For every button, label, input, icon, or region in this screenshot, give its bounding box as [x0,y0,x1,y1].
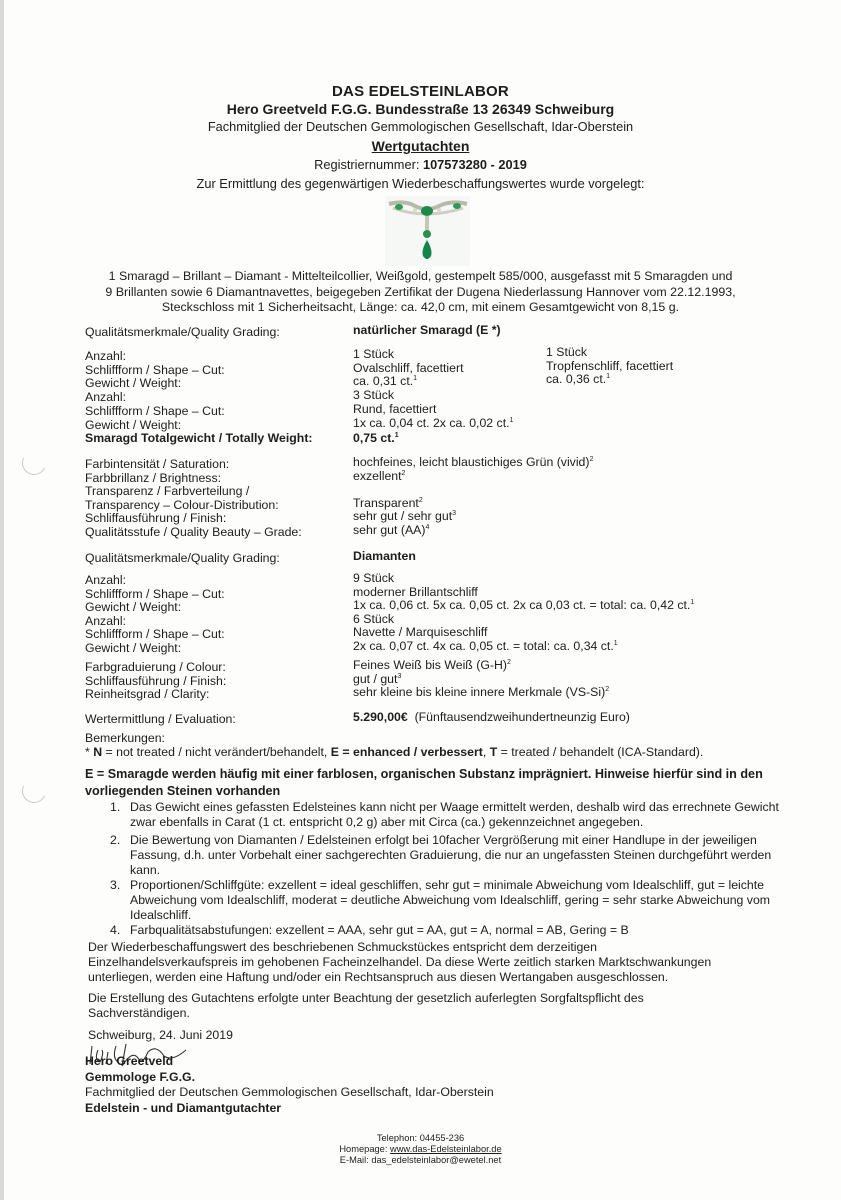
treatment-legend [85,745,703,759]
item-description [0,269,841,316]
emerald-detail-value: 1 Stück [353,347,395,361]
diamond-detail-value: 6 Stück [353,611,395,626]
diamond-quality-value: gut / gut$^3$ [353,671,402,686]
diamond-detail-label: Anzahl: [85,613,127,628]
footnote-ref: 2 [401,469,406,477]
diamond-quality-label: Farbgraduierung / Colour: [85,660,226,674]
footer-phone [0,1133,841,1144]
value-disclaimer: Der Wiederbeschaffungswert des beschriebenen Schmuckstückes entspricht dem derzeitigen Einzelhandelsverkaufspreis im gehobenen Facheinzelhandel. Da diese Werte zeitlich starken Marktschwankungen unterliegen, werden eine Haftung und/oder ein Rechtsanspruch aus diesen Wertangaben ausgeschlossen. [88,940,712,985]
footnote-ref: 3 [397,672,402,680]
diamond-detail-label: Schliffform / Shape – Cut: [85,627,225,642]
emerald-detail-label: Schliffform / Shape – Cut: [85,403,225,418]
evaluation-amount: 5.290,00€ [353,710,408,724]
email-label: E-Mail: [339,1155,372,1165]
emerald-quality-value: sehr gut (AA)$^4$ [353,523,430,537]
emerald-total-label: Smaragd Totalgewicht / Totally Weight: [85,431,313,445]
emerald-treatment-note: E = Smaragde werden häufig mit einer farblosen, organischen Substanz imprägniert. Hinweise hierfür sind in den vorliegenden Steinen vorhanden [85,767,763,798]
homepage-label: Homepage: [339,1144,390,1154]
footnote-ref: 1 [509,416,514,424]
legend-sep: , [482,745,490,759]
emerald-detail-label: Anzahl: [85,349,127,363]
emerald-quality-value: Transparent$^2$ [353,495,423,510]
diamond-quality-label: Reinheitsgrad / Clarity: [85,687,210,702]
diamond-quality-value: Feines Weiß bis Weiß $(G-H)^2$ [353,658,511,672]
phone-number: 04455-236 [419,1133,465,1143]
footnote-ref: 1 [394,432,399,439]
description-line: Steckschloss mit 1 Sicherheitsacht, Länge: ca. 42,0 cm, mit einem Gesamtgewicht von 8,15 g. [161,300,680,314]
footnote-2 [112,833,792,878]
emerald-quality-value: hochfeines, leicht blaustichiges Grün (vivid)$^2$ [353,455,594,469]
legend-n-text: = not treated / nicht verändert/behandelt, [102,745,331,759]
legend-t-text: = treated / behandelt (ICA-Standard). [497,745,704,759]
description-line: 1 Smaragd – Brillant – Diamant - Mittelteilcollier, Weißgold, gestempelt 585/000, ausgefasst mit 5 Smaragden und [108,269,733,283]
emerald-detail-value: ca. 0,31 ct.$^1$ [353,374,418,389]
footnote-ref: 1 [613,640,618,647]
signatory-name: Hero Greetveld [85,1054,174,1068]
signatory-title: Gemmologe F.G.G. [85,1070,196,1084]
diamond-grading-label: Qualitätsmerkmale/Quality Grading: [85,551,280,565]
remarks-title: Bemerkungen: [85,731,165,745]
emerald-quality-label: Farbbrillanz / Brightness: [85,470,222,485]
evaluation-amount-words: (Fünftausendzweihundertneunzig Euro) [414,710,630,724]
lab-name: DAS EDELSTEINLABOR [332,83,509,100]
legend-n: N [93,745,103,759]
diamond-quality-label: Schliffausführung / Finish: [85,673,227,688]
footnote-ref: 2 [506,659,511,666]
description-line: 9 Brillanten sowie 6 Diamantnavettes, beigegeben Zertifikat der Dugena Niederlassung Hannover vom 22.12.1993, [105,284,736,299]
diamond-quality-value: sehr kleine bis kleine innere Merkmale $(VS-Si)^2$ [353,685,610,700]
lab-membership: Fachmitglied der Deutschen Gemmologischen Gesellschaft, Idar-Oberstein [207,119,634,134]
footer-email [0,1155,841,1166]
emerald-quality-value: sehr gut / sehr gut$^3$ [353,509,457,524]
footnote-text: Das Gewicht eines gefassten Edelsteines kann nicht per Waage ermittelt werden, deshalb wird das errechnete Gewicht zwar ebenfalls in Carat (1 ct. entspricht 0,2 g) aber mit Circa (ca.) gekennzeichnet angegeben. [130,800,779,830]
evaluation-value [353,710,630,724]
lab-address: Hero Greetveld F.G.G. Bundesstraße 13 26349 Schweiburg [226,101,615,117]
diamond-detail-value: 9 Stück [353,571,395,585]
legend-t: T [489,745,498,759]
footnote-text: Farbqualitätsabstufungen: exzellent = AAA, sehr gut = AA, gut = A, normal = AB, Gering = B [130,923,629,937]
registration-line [0,157,841,172]
signatory-role: Edelstein - und Diamantgutachter [85,1101,282,1115]
emerald-detail-label: Anzahl: [85,390,127,405]
footnote-ref: 4 [425,524,430,531]
necklace-photo [385,196,470,266]
emerald-detail-label: Gewicht / Weight: [85,376,182,391]
emerald-detail-value: 1x ca. 0,04 ct. 2x ca. 0,02 ct.$^1$ [353,415,514,430]
footnote-ref: 1 [690,599,695,607]
emerald-detail-label: Gewicht / Weight: [85,417,182,432]
footnote-ref: 2 [589,456,594,463]
emerald-detail-value-second: Tropfenschliff, facettiert [546,358,674,373]
footnote-ref: 1 [606,373,611,381]
emerald-detail-value: Ovalschliff, facettiert [353,360,464,375]
asterisk: * [85,745,94,759]
emerald-quality-label: Qualitätsstufe / Quality Beauty – Grade: [85,525,302,539]
diamond-grading-value: Diamanten [353,549,416,563]
emerald-grading-label: Qualitätsmerkmale/Quality Grading: [85,325,280,339]
email-address[interactable]: das_edelsteinlabor@ewetel.net [371,1155,502,1165]
emerald-grading-value: natürlicher Smaragd (E *) [353,323,501,337]
homepage-link[interactable]: www.das-Edelsteinlabor.de [390,1144,502,1154]
emerald-total-value [353,431,399,445]
diligence-statement: Die Erstellung des Gutachtens erfolgte unter Beachtung der gesetzlich auferlegten Sorgfaltspflicht des Sachverständigen. [88,991,644,1021]
signatory-membership: Fachmitglied der Deutschen Gemmologischen Gesellschaft, Idar-Oberstein [85,1085,494,1099]
registration-number: 107573280 - 2019 [422,157,527,172]
emerald-detail-value: Rund, facettiert [353,401,437,416]
footnote-number: 2. [110,833,121,847]
footnote-ref: 2 [605,686,610,694]
footnote-number: 4. [110,923,121,937]
footnote-number: 1. [110,800,121,814]
footnote-3 [112,878,792,923]
footnote-text: Proportionen/Schliffgüte: exzellent = ideal geschliffen, sehr gut = minimale Abweichung vom Idealschliff, gut = leichte Abweichung vom Idealschliff, moderat = deutliche Abweichung vom Idealschliff, gering = sehr starke Abweichung vom Idealschliff. [130,878,771,923]
footnote-text: Die Bewertung von Diamanten / Edelsteinen erfolgt bei 10facher Vergrößerung mit einer Handlupe in der jeweiligen Fassung, d.h. unter Vorbehalt einer sachgerechten Graduierung, die nur an ungefassten Steinen durchgeführt werden kann. [130,833,772,878]
emerald-detail-value-second: ca. 0,36 ct.$^1$ [546,372,611,387]
diamond-detail-value: 1x ca. 0,06 ct. 5x ca. 0,05 ct. 2x ca 0,03 ct. = total: ca. 0,42 ct.$^1$ [353,598,695,613]
diamond-detail-value: moderner Brillantschliff [353,584,478,599]
emerald-total-weight: 0,75 ct. [353,431,395,445]
emerald-detail-label: Schliffform / Shape – Cut: [85,362,225,377]
footnote-ref: 3 [452,510,457,518]
emerald-detail-value: 3 Stück [353,388,395,403]
evaluation-label: Wertermittlung / Evaluation: [85,712,236,726]
emerald-detail-value-second: 1 Stück [546,345,588,359]
footnote-ref: 2 [418,496,423,504]
diamond-detail-value: Navette / Marquiseschliff [353,625,488,640]
emerald-quality-label: Farbintensität / Saturation: [85,457,230,471]
punch-hole-bottom [19,776,50,807]
intro-text: Zur Ermittlung des gegenwärtigen Wiederbeschaffungswertes wurde vorgelegt: [196,176,645,191]
registration-label: Registriernummer: [314,157,420,172]
emerald-quality-label: Schliffausführung / Finish: [85,511,227,526]
document-title: Wertgutachten [371,138,470,154]
place-date: Schweiburg, 24. Juni 2019 [88,1028,233,1042]
diamond-detail-label: Gewicht / Weight: [85,641,182,655]
footnote-ref: 1 [413,375,418,383]
diamond-detail-value: 2x ca. 0,07 ct. 4x ca. 0,05 ct. = total: ca. 0,34 ct.$^1$ [353,639,618,653]
emerald-quality-label: Transparency – Colour-Distribution: [85,497,279,512]
footnote-number: 3. [110,878,121,892]
emerald-quality-value: exzellent$^2$ [353,468,406,483]
footer-homepage [0,1144,841,1155]
diamond-detail-label: Gewicht / Weight: [85,600,182,615]
diamond-detail-label: Schliffform / Shape – Cut: [85,586,225,601]
emerald-quality-label: Transparenz / Farbverteilung / [85,484,250,499]
punch-hole-top [19,448,50,479]
diamond-detail-label: Anzahl: [85,573,127,587]
phone-label: Telephon: [376,1133,420,1143]
legend-e: E = enhanced / verbessert [330,745,483,759]
